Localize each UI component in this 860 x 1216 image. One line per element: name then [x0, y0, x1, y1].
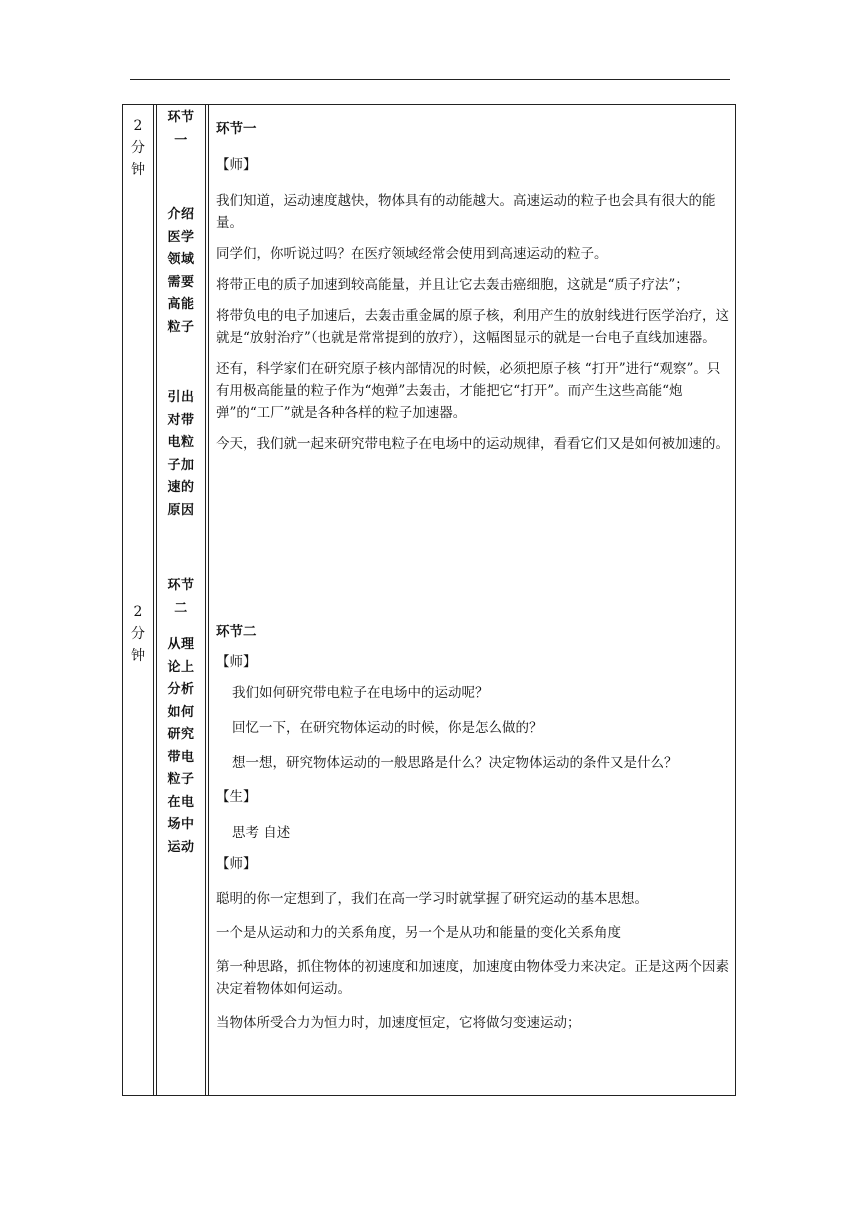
label-line: 在电	[167, 794, 195, 810]
paragraph: 同学们，你听说过吗？在医疗领域经常会使用到高速运动的粒子。	[216, 246, 608, 262]
speaker-tag: 【师】	[216, 157, 257, 173]
label-line: 场中	[167, 817, 195, 832]
label-line: 引出	[167, 390, 195, 405]
paragraph: 今天，我们就一起来研究带电粒子在电场中的运动规律，看看它们又是如何被加速的。	[216, 436, 729, 452]
paragraph: 当物体所受合力为恒力时，加速度恒定，它将做匀变速运动；	[216, 1015, 581, 1031]
label-line: 运动	[167, 839, 195, 855]
time-unit: 钟	[131, 648, 145, 664]
question: 回忆一下，在研究物体运动的时候，你是怎么做的？	[232, 720, 543, 736]
column-divider	[205, 105, 206, 1095]
paragraph: 一个是从运动和力的关系角度，另一个是从功和能量的变化关系角度	[216, 925, 621, 941]
label-line: 领域	[167, 252, 195, 267]
speaker-tag: 【师】	[216, 654, 257, 670]
speaker-tag: 【生】	[216, 789, 257, 805]
column-divider	[208, 105, 209, 1095]
time-segment-1	[123, 115, 153, 181]
label-line: 如何	[167, 704, 195, 720]
paragraph: 我们知道，运动速度越快，物体具有的动能越大。高速运动的粒子也会具有很大的能量。	[216, 193, 716, 231]
paragraph: 将带负电的电子加速后，去轰击重金属的原子核，利用产生的放射线进行医学治疗，这就是“放射治疗”（也就是常常提到的放疗），这幅图显示的就是一台电子直线加速器。	[216, 308, 729, 346]
paragraph: 聪明的你一定想到了，我们在高一学习时就掌握了研究运动的基本思想。	[216, 891, 648, 907]
label-line: 介绍	[167, 207, 195, 222]
section-2-content	[216, 621, 731, 1034]
label-line: 子加	[167, 457, 195, 473]
label-line: 原因	[167, 502, 195, 518]
student-response: 思考 自述	[232, 825, 291, 841]
label-line: 环节	[167, 110, 195, 125]
column-divider	[153, 105, 154, 1095]
section-1-content	[216, 118, 731, 455]
label-line: 医学	[167, 229, 195, 245]
label-line: 一	[174, 132, 188, 148]
time-value: 2	[133, 604, 143, 620]
label-line: 速的	[167, 480, 195, 495]
speaker-tag: 【师】	[216, 856, 257, 872]
label-line: 环节	[167, 578, 195, 593]
time-unit: 钟	[131, 162, 145, 178]
section-heading: 环节二	[216, 624, 257, 640]
time-segment-2	[123, 601, 153, 667]
section-2-purpose	[161, 634, 201, 859]
label-line: 需要	[167, 274, 195, 290]
label-line: 粒子	[167, 319, 195, 335]
lesson-table	[122, 104, 736, 1096]
label-line: 二	[174, 600, 188, 616]
label-line: 带电	[167, 749, 195, 765]
time-unit: 分	[131, 140, 145, 156]
paragraph: 第一种思路，抓住物体的初速度和加速度，加速度由物体受力来决定。正是这两个因素决定着物体如何运动。	[216, 959, 729, 997]
question: 想一想，研究物体运动的一般思路是什么？决定物体运动的条件又是什么？	[232, 755, 678, 771]
label-line: 研究	[167, 727, 195, 742]
label-line: 粒子	[167, 772, 195, 787]
time-unit: 分	[131, 626, 145, 642]
label-line: 对带	[167, 412, 195, 428]
section-1-title	[161, 107, 201, 152]
time-value: 2	[133, 118, 143, 134]
paragraph: 将带正电的质子加速到较高能量，并且让它去轰击癌细胞，这就是“质子疗法”；	[216, 277, 689, 293]
column-divider	[156, 105, 157, 1095]
question: 我们如何研究带电粒子在电场中的运动呢？	[232, 685, 489, 701]
label-line: 分析	[167, 682, 195, 697]
section-1-purpose-acceleration	[161, 387, 201, 522]
label-line: 从理	[167, 637, 195, 652]
label-line: 论上	[167, 659, 195, 675]
paragraph: 还有，科学家们在研究原子核内部情况的时候，必须把原子核 “打开”进行“观察”。只有用极高能量的粒子作为“炮弹”去轰击，才能把它“打开”。而产生这些高能“炮弹”的“工厂”就是各种各样的粒子加速器。	[216, 361, 721, 421]
section-2-title	[161, 575, 201, 620]
label-line: 高能	[167, 297, 195, 312]
header-rule	[130, 79, 730, 80]
section-heading: 环节一	[216, 121, 257, 137]
label-line: 电粒	[167, 435, 195, 450]
section-1-purpose-medical	[161, 204, 201, 339]
